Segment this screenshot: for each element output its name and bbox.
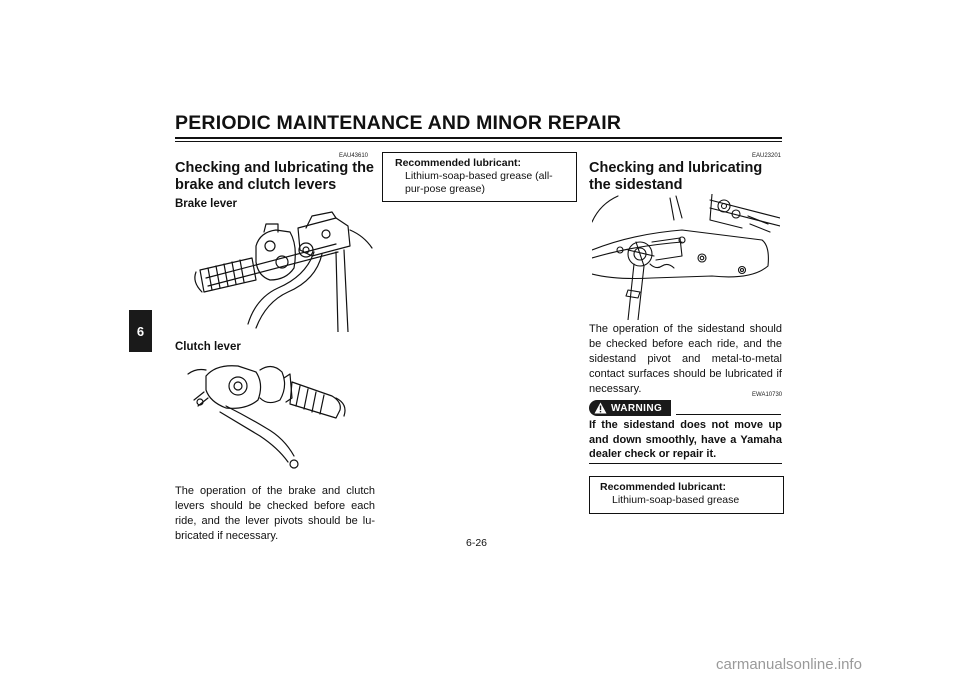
watermark: carmanualsonline.info bbox=[716, 656, 862, 673]
lubricant-label: Recommended lubricant: bbox=[600, 481, 727, 493]
sidestand-illustration bbox=[592, 194, 780, 320]
header-rule bbox=[175, 137, 782, 139]
lubricant-box bbox=[382, 152, 577, 202]
warning-badge bbox=[589, 400, 671, 416]
section-code: EAU23201 bbox=[752, 153, 782, 159]
page-number: 6-26 bbox=[466, 537, 488, 549]
page-title: PERIODIC MAINTENANCE AND MINOR REPAIR bbox=[175, 112, 622, 134]
clutch-lever-label: Clutch lever bbox=[175, 341, 241, 353]
warning-label: WARNING bbox=[611, 402, 663, 414]
section-heading: Checking and lubricating the sidestand bbox=[589, 160, 763, 193]
warning-code: EWA10730 bbox=[752, 392, 783, 398]
lubricant-label: Recommended lubricant: bbox=[395, 157, 522, 169]
chapter-tab: 6 bbox=[129, 310, 152, 352]
warning-icon bbox=[594, 402, 607, 414]
lubricant-value: Lithium-soap-based grease (all-pur-pose grease) bbox=[405, 170, 553, 195]
clutch-lever-illustration bbox=[186, 352, 352, 474]
paragraph: The operation of the brake and clutch levers should be checked before each ride, and the lever pivots should be lu-bricated if necessary. bbox=[175, 485, 375, 542]
warning-text: If the sidestand does not move up and down smoothly, have a Yamaha dealer check or repair it. bbox=[589, 419, 782, 461]
warning-end-rule bbox=[589, 463, 782, 464]
lubricant-value: Lithium-soap-based grease bbox=[612, 494, 740, 506]
section-code: EAU43610 bbox=[339, 153, 369, 159]
lubricant-box bbox=[589, 476, 784, 514]
paragraph: The operation of the sidestand should be checked before each ride, and the sidestand pivot and metal-to-metal contact surfaces should be lubricated if necessary. bbox=[589, 323, 782, 395]
header-rule-thin bbox=[175, 141, 782, 142]
section-heading: Checking and lubricating the brake and clutch levers bbox=[175, 160, 374, 193]
warning-rule bbox=[676, 414, 781, 415]
brake-lever-label: Brake lever bbox=[175, 198, 238, 210]
brake-lever-illustration bbox=[186, 206, 374, 332]
